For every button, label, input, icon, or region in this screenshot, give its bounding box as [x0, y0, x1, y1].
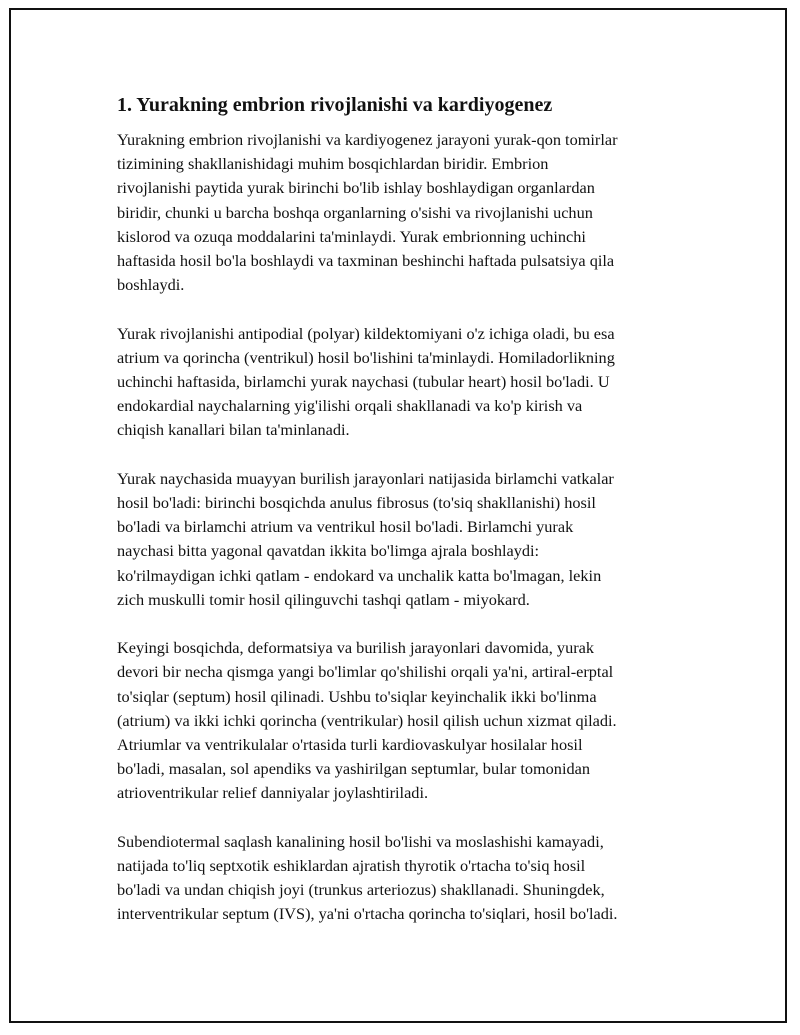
text-line: zich muskulli tomir hosil qilinguvchi tashqi qatlam - miyokard. — [117, 589, 530, 609]
text-line: tizimining shakllanishidagi muhim bosqichlardan biridir. Embrion — [117, 154, 549, 174]
text-line: hosil bo'ladi: birinchi bosqichda anulus fibrosus (to'siq shakllanishi) hosil — [117, 493, 596, 513]
text-line: Yurak naychasida muayyan burilish jarayonlari natijasida birlamchi vatkalar — [117, 468, 614, 488]
text-line: Subendiotermal saqlash kanalining hosil bo'lishi va moslashishi kamayadi, — [117, 831, 604, 851]
text-line: atrioventrikular relief danniyalar joylashtiriladi. — [117, 783, 429, 803]
text-line: naychasi bitta yagonal qavatdan ikkita bo'limga ajrala boshlaydi: — [117, 541, 540, 561]
text-line: bo'ladi va birlamchi atrium va ventrikul hosil bo'ladi. Birlamchi yurak — [117, 517, 574, 537]
text-line: to'siqlar (septum) hosil qilinadi. Ushbu to'siqlar keyinchalik ikki bo'linma — [117, 686, 597, 706]
text-line: chiqish kanallari bilan ta'minlanadi. — [117, 420, 350, 440]
paragraph-3 — [117, 467, 697, 612]
text-line: ko'rilmaydigan ichki qatlam - endokard va unchalik katta bo'lmagan, lekin — [117, 565, 602, 585]
text-line: endokardial naychalarning yig'ilishi orqali shakllanadi va ko'p kirish va — [117, 396, 583, 416]
text-line: devori bir necha qismga yangi bo'limlar qo'shilishi orqali ya'ni, artiral-erptal — [117, 662, 614, 682]
text-line: atrium va qorincha (ventrikul) hosil bo'lishini ta'minlaydi. Homiladorlikning — [117, 347, 615, 367]
section-heading: 1. Yurakning embrion rivojlanishi va kardiyogenez — [117, 94, 553, 116]
text-line: kislorod va ozuqa moddalarini ta'minlaydi. Yurak embrionning uchinchi — [117, 226, 586, 246]
text-line: bo'ladi va undan chiqish joyi (trunkus arteriozus) shakllanadi. Shuningdek, — [117, 880, 605, 900]
paragraph-4 — [117, 636, 697, 805]
text-line: Keyingi bosqichda, deformatsiya va burilish jarayonlari davomida, yurak — [117, 638, 594, 658]
text-line: (atrium) va ikki ichki qorincha (ventrikular) hosil qilish uchun xizmat qiladi. — [117, 710, 617, 730]
paragraph-2 — [117, 322, 697, 443]
text-line: Yurakning embrion rivojlanishi va kardiyogenez jarayoni yurak-qon tomirlar — [117, 130, 618, 149]
text-line: uchinchi haftasida, birlamchi yurak naychasi (tubular heart) hosil bo'ladi. U — [117, 372, 610, 392]
text-line: Atriumlar va ventrikulalar o'rtasida turli kardiovaskulyar hosilalar hosil — [117, 735, 583, 755]
paragraph-5 — [117, 830, 697, 927]
text-line: bo'ladi, masalan, sol apendiks va yashirilgan septumlar, bular tomonidan — [117, 759, 590, 779]
text-line: rivojlanishi paytida yurak birinchi bo'lib ishlay boshlaydigan organlardan — [117, 178, 595, 198]
text-line: haftasida hosil bo'la boshlaydi va taxminan beshinchi haftada pulsatsiya qila — [117, 251, 615, 271]
text-line: Yurak rivojlanishi antipodial (polyar) kildektomiyani o'z ichiga oladi, bu esa — [117, 323, 615, 343]
text-line: boshlaydi. — [117, 275, 185, 295]
text-line: biridir, chunki u barcha boshqa organlarning o'sishi va rivojlanishi uchun — [117, 202, 593, 222]
text-line: interventrikular septum (IVS), ya'ni o'rtacha qorincha to'siqlari, hosil bo'ladi. — [117, 904, 618, 924]
paragraph-1 — [117, 128, 697, 297]
document-body — [117, 91, 697, 927]
text-line: natijada to'liq septxotik eshiklardan ajratish thyrotik o'rtacha to'siq hosil — [117, 856, 586, 876]
